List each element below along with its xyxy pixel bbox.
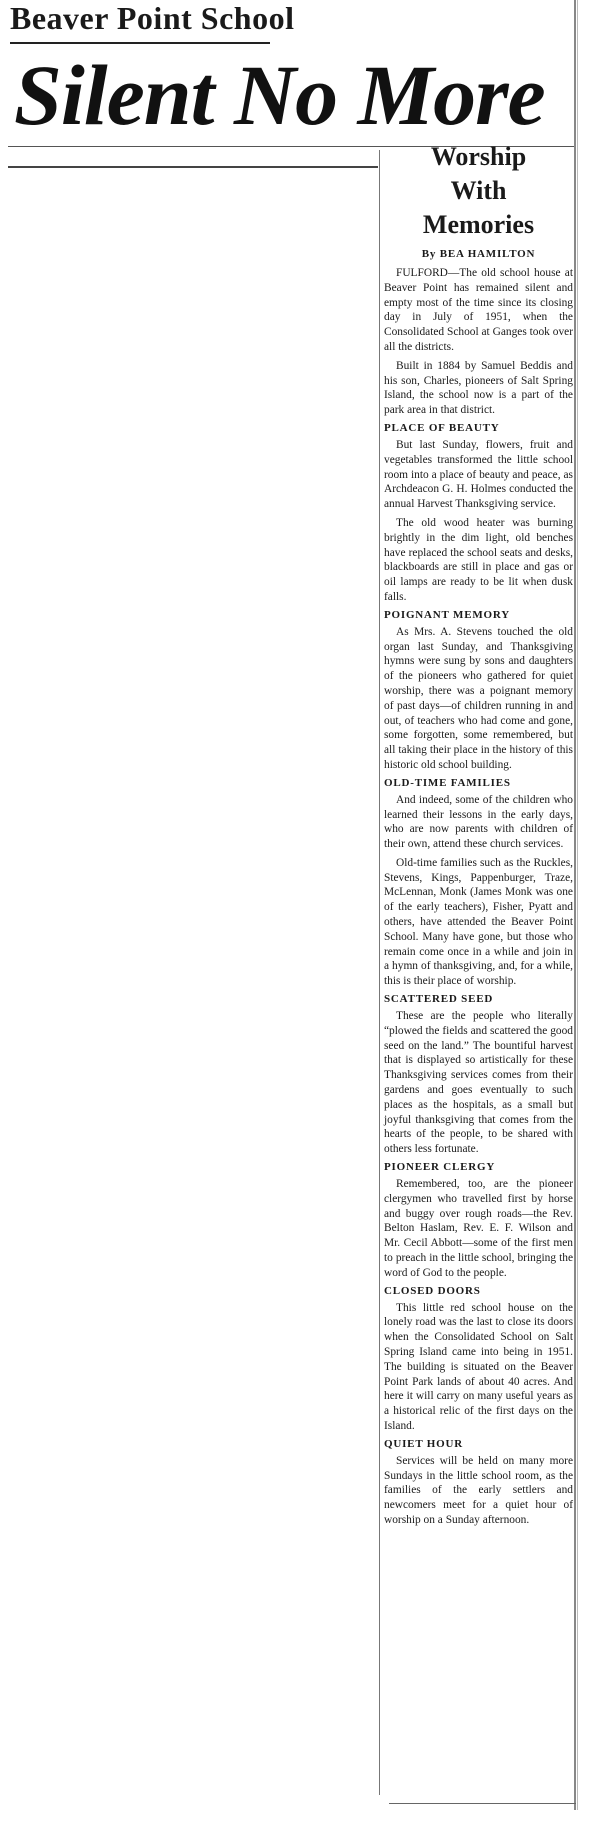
body-paragraph: And indeed, some of the children who learned their lessons in the early days, who are now parents with children of their own, attend these church services. [384, 793, 573, 851]
section-subhead: CLOSED DOORS [384, 1284, 481, 1297]
byline: By BEA HAMILTON [421, 248, 536, 260]
article-end-rule [389, 1803, 576, 1804]
section-subhead: SCATTERED SEED [384, 993, 494, 1006]
article-section [384, 1438, 573, 1528]
deck-line: Worship [430, 142, 527, 171]
deck-headline [384, 140, 573, 242]
article-section [384, 609, 573, 773]
article-section [384, 266, 573, 418]
article-section [384, 993, 573, 1157]
section-subhead: OLD-TIME FAMILIES [384, 776, 511, 789]
body-paragraph: Remembered, too, are the pioneer clergymen who travelled first by horse and buggy over rough roads—the Rev. Belton Haslam, Rev. E. F. Wilson and Mr. Cecil Abbott—some of the first men to preach in the little school, bringing the word of God to the people. [384, 1178, 573, 1279]
section-subhead: PIONEER CLERGY [384, 1161, 496, 1174]
body-paragraph: This little red school house on the lonely road was the last to close its doors when the Consolidated School on Salt Spring Island came into being in 1951. The building is situated on the Beaver Point Park lands of about 40 acres. And here it will carry on many useful years as a historical relic of the first days on the Island. [384, 1301, 573, 1432]
article-section [384, 777, 573, 989]
column-rule-left [379, 150, 380, 1795]
column-rule-right [574, 0, 576, 1810]
body-paragraph: Built in 1884 by Samuel Beddis and his son, Charles, pioneers of Salt Spring Island, the school now is a part of the park area in that district. [384, 359, 573, 417]
article-section [384, 1161, 573, 1281]
kicker-rule [10, 42, 270, 44]
body-paragraph: Services will be held on many more Sundays in the little school room, as the families of the early settlers and newcomers meet for a quiet hour of worship on a Sunday afternoon. [384, 1454, 573, 1526]
column-rule-right-inner [577, 0, 578, 1810]
body-paragraph: Old-time families such as the Ruckles, Stevens, Kings, Pappenburger, Traze, McLennan, Monk (James Monk was one of the early teachers), Fisher, Pyatt and others, have attended the Beaver Point School. Many have gone, but those who remain come once in a while and join in a hymn of thanksgiving, and, for a while, this is their place of worship. [384, 856, 573, 988]
deck-line: With [450, 176, 507, 205]
section-subhead: QUIET HOUR [384, 1437, 464, 1450]
article-section [384, 1285, 573, 1434]
body-paragraph: These are the people who literally “plowed the fields and scattered the good seed on the land.” The bountiful harvest that is displayed so artistically for these Thanksgiving services comes from their gardens and goes eventually to such places as the hospitals, as a small but joyful thanksgiving that comes from the hearts of the people, to be shared with others less fortunate. [384, 1010, 573, 1156]
article-section [384, 422, 573, 605]
body-paragraph: The old wood heater was burning brightly in the dim light, old benches have replaced the school seats and desks, blackboards are still in place and gas or oil lamps are ready to be lit when dusk falls. [384, 516, 573, 603]
section-subhead: PLACE OF BEAUTY [384, 421, 500, 434]
deck-line: Memories [422, 210, 535, 239]
kicker-headline: Beaver Point School [10, 0, 295, 36]
body-paragraph: FULFORD—The old school house at Beaver Point has remained silent and empty most of the time since its closing day in July of 1951, when the Consolidated School at Ganges took over all the districts. [384, 267, 573, 353]
article-column [384, 140, 573, 1532]
main-headline: Silent No More [14, 47, 545, 143]
headline-rule-lower [8, 166, 378, 168]
section-subhead: POIGNANT MEMORY [384, 608, 510, 621]
article-body [384, 266, 573, 1528]
body-paragraph: As Mrs. A. Stevens touched the old organ last Sunday, and Thanksgiving hymns were sung by sons and daughters of the pioneers who gathered for quiet worship, there was a poignant memory of past days—of children running in and out, of teachers who had come and gone, some forgotten, some remembered, but all taking their place in the history of this historic old school building. [384, 625, 573, 771]
body-paragraph: But last Sunday, flowers, fruit and vegetables transformed the little school room into a place of beauty and peace, as Archdeacon G. H. Holmes conducted the annual Harvest Thanksgiving service. [384, 438, 573, 511]
